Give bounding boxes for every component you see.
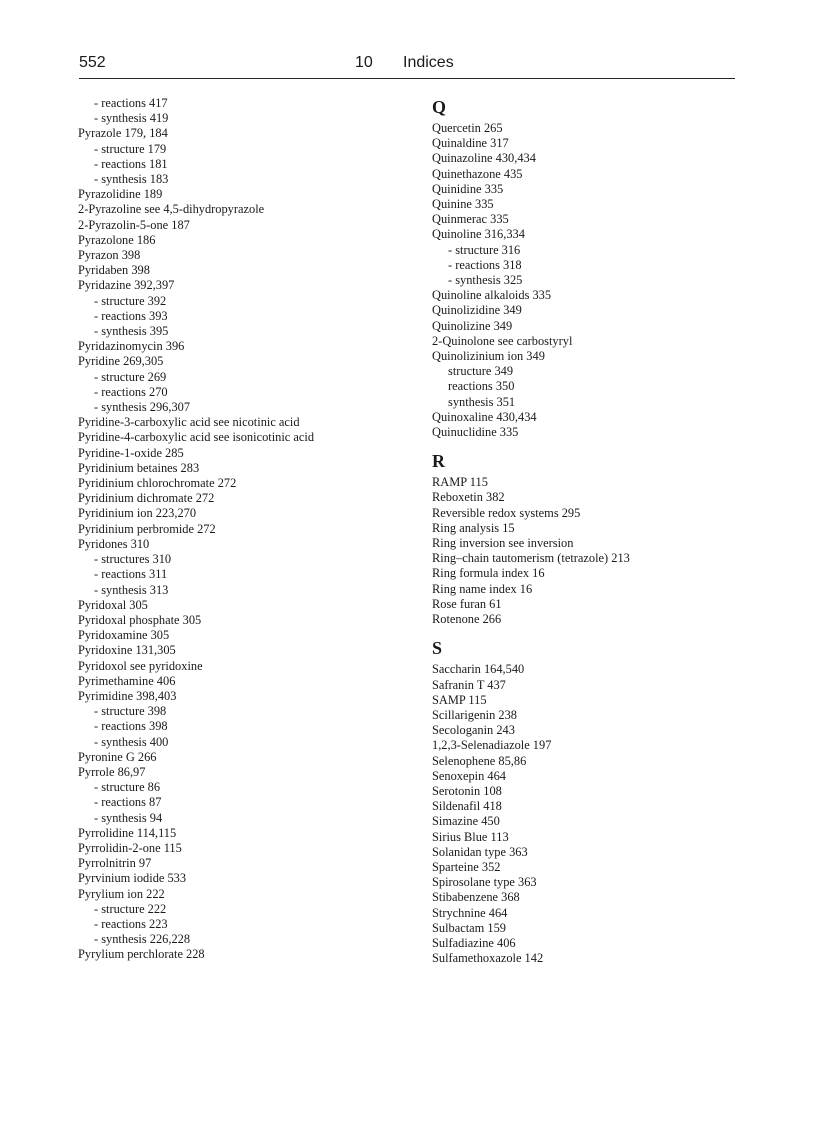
- index-subentry: - structure 316: [448, 242, 521, 257]
- page-number: 552: [79, 54, 106, 71]
- index-entry: Pyridine 269,305: [78, 354, 164, 369]
- index-entry: Ring name index 16: [432, 581, 533, 596]
- index-entry: Pyridoxal 305: [78, 597, 148, 612]
- index-entry: Sparteine 352: [432, 859, 501, 874]
- index-subentry: - synthesis 183: [94, 172, 169, 187]
- index-entry: 2-Quinolone see carbostyryl: [432, 333, 573, 348]
- index-letter-heading: S: [432, 638, 443, 659]
- section-gap: [432, 440, 742, 450]
- index-subentry: - synthesis 325: [448, 273, 523, 288]
- index-entry: Reboxetin 382: [432, 490, 505, 505]
- index-entry: Pyrrolidine 114,115: [78, 825, 177, 840]
- index-entry: Pyridine-4-carboxylic acid see isonicotinic acid: [78, 430, 315, 445]
- index-subentry: - synthesis 419: [94, 111, 169, 126]
- index-entry: Quinolizine 349: [432, 318, 513, 333]
- index-subentry: - reactions 417: [94, 96, 168, 110]
- index-entry: Pyrazole 179, 184: [78, 126, 168, 141]
- index-subentry: - synthesis 226,228: [94, 932, 191, 947]
- index-entry: Ring–chain tautomerism (tetrazole) 213: [432, 551, 630, 566]
- index-entry: Pyridoxal phosphate 305: [78, 612, 202, 627]
- index-entry: Quinolizinium ion 349: [432, 349, 545, 364]
- index-entry: Pyrazolidine 189: [78, 187, 163, 202]
- index-entry: Quinoline alkaloids 335: [432, 288, 552, 303]
- index-subentry: - structure 222: [94, 901, 167, 916]
- index-entry: Pyridine-3-carboxylic acid see nicotinic acid: [78, 415, 300, 430]
- index-entry: Rotenone 266: [432, 612, 502, 627]
- index-subentry: - reactions 223: [94, 916, 168, 931]
- index-subentry: - synthesis 296,307: [94, 400, 191, 415]
- index-entry: 2-Pyrazolin-5-one 187: [78, 217, 190, 232]
- index-entry: Senoxepin 464: [432, 768, 506, 783]
- section-gap: [432, 627, 742, 637]
- index-subentry: - structure 86: [94, 780, 161, 795]
- index-subentry: - reactions 87: [94, 795, 162, 810]
- index-entry: Pyrylium perchlorate 228: [78, 947, 205, 962]
- index-entry: Pyridoxine 131,305: [78, 643, 176, 658]
- index-entry: Quinoline 316,334: [432, 227, 525, 242]
- index-entry: Pyrimethamine 406: [78, 673, 176, 688]
- index-entry: Quinolizidine 349: [432, 303, 522, 318]
- index-entry: Pyrylium ion 222: [78, 886, 165, 901]
- index-column-right: [432, 96, 742, 966]
- index-entry: Pyridazine 392,397: [78, 278, 175, 293]
- section-title: Indices: [403, 54, 454, 71]
- index-subentry: - reactions 398: [94, 719, 168, 734]
- index-entry: Pyridinium perbromide 272: [78, 521, 216, 536]
- index-subentry: - reactions 393: [94, 308, 168, 323]
- index-column-left: [78, 96, 408, 963]
- index-entry: Quinidine 335: [432, 181, 504, 196]
- index-subentry: structure 349: [448, 364, 514, 379]
- index-entry: Secologanin 243: [432, 723, 515, 738]
- index-entry: Pyridinium ion 223,270: [78, 506, 197, 521]
- index-entry: Strychnine 464: [432, 905, 508, 920]
- index-subentry: - synthesis 94: [94, 810, 163, 825]
- index-entry: Pyrvinium iodide 533: [78, 871, 187, 886]
- index-subentry: - synthesis 400: [94, 734, 169, 749]
- index-entry: Quinmerac 335: [432, 212, 509, 227]
- index-subentry: synthesis 351: [448, 394, 516, 409]
- index-entry: 2-Pyrazoline see 4,5-dihydropyrazole: [78, 202, 265, 217]
- index-entry: Sulfadiazine 406: [432, 935, 516, 950]
- index-entry: Pyridinium chlorochromate 272: [78, 476, 237, 491]
- index-entry: Ring inversion see inversion: [432, 536, 574, 551]
- index-entry: Pyrazolone 186: [78, 232, 156, 247]
- index-entry: Pyronine G 266: [78, 749, 157, 764]
- index-subentry: - reactions 181: [94, 156, 168, 171]
- index-subentry: - structure 398: [94, 704, 167, 719]
- index-entry: Stibabenzene 368: [432, 890, 520, 905]
- index-entry: Quinine 335: [432, 197, 494, 212]
- index-entry: Quinaldine 317: [432, 136, 509, 151]
- index-entry: Quinoxaline 430,434: [432, 409, 537, 424]
- index-entry: Pyridinium dichromate 272: [78, 491, 215, 506]
- index-letter-heading: R: [432, 451, 445, 472]
- index-entry: Quercetin 265: [432, 121, 503, 135]
- index-entry: Spirosolane type 363: [432, 875, 537, 890]
- index-entry: Simazine 450: [432, 814, 500, 829]
- index-entry: Pyridinium betaines 283: [78, 460, 200, 475]
- index-entry: Ring formula index 16: [432, 566, 545, 581]
- index-subentry: - synthesis 313: [94, 582, 169, 597]
- index-entry: Saccharin 164,540: [432, 662, 525, 677]
- index-subentry: - structure 179: [94, 141, 167, 156]
- index-entry: Sildenafil 418: [432, 799, 502, 814]
- index-subentry: - reactions 318: [448, 257, 522, 272]
- index-entry: Pyridine-1-oxide 285: [78, 445, 184, 460]
- index-entry: Scillarigenin 238: [432, 707, 517, 722]
- index-entry: Pyrrole 86,97: [78, 764, 146, 779]
- index-subentry: - synthesis 395: [94, 324, 169, 339]
- index-entry: Sirius Blue 113: [432, 829, 509, 844]
- index-entry: Reversible redox systems 295: [432, 505, 581, 520]
- index-subentry: reactions 350: [448, 379, 515, 394]
- index-subentry: - structure 392: [94, 293, 167, 308]
- index-entry: SAMP 115: [432, 692, 487, 707]
- index-subentry: - reactions 270: [94, 384, 168, 399]
- index-entry: Sulbactam 159: [432, 920, 506, 935]
- running-header: [79, 54, 735, 79]
- index-entry: Pyridoxol see pyridoxine: [78, 658, 203, 673]
- index-subentry: - reactions 311: [94, 567, 168, 582]
- index-entry: RAMP 115: [432, 475, 488, 490]
- index-entry: Pyridoxamine 305: [78, 628, 170, 643]
- chapter-number: 10: [355, 54, 373, 71]
- index-subentry: - structure 269: [94, 369, 167, 384]
- index-entry: Quinethazone 435: [432, 166, 523, 181]
- index-entry: 1,2,3-Selenadiazole 197: [432, 738, 552, 753]
- index-subentry: - structures 310: [94, 552, 172, 567]
- index-entry: Serotonin 108: [432, 783, 502, 798]
- index-entry: Pyrrolnitrin 97: [78, 856, 152, 871]
- index-entry: Pyrimidine 398,403: [78, 688, 177, 703]
- index-entry: Sulfamethoxazole 142: [432, 951, 544, 966]
- index-entry: Pyridones 310: [78, 536, 150, 551]
- index-entry: Pyrrolidin-2-one 115: [78, 840, 182, 855]
- index-entry: Solanidan type 363: [432, 844, 528, 859]
- index-entry: Ring analysis 15: [432, 520, 515, 535]
- index-entry: Selenophene 85,86: [432, 753, 527, 768]
- index-entry: Rose furan 61: [432, 596, 502, 611]
- index-letter-heading: Q: [432, 97, 447, 117]
- index-entry: Pyridazinomycin 396: [78, 339, 185, 354]
- index-entry: Pyrazon 398: [78, 248, 141, 263]
- index-entry: Quinazoline 430,434: [432, 151, 536, 166]
- index-entry: Safranin T 437: [432, 677, 506, 692]
- index-entry: Pyridaben 398: [78, 263, 150, 278]
- index-entry: Quinuclidine 335: [432, 425, 519, 440]
